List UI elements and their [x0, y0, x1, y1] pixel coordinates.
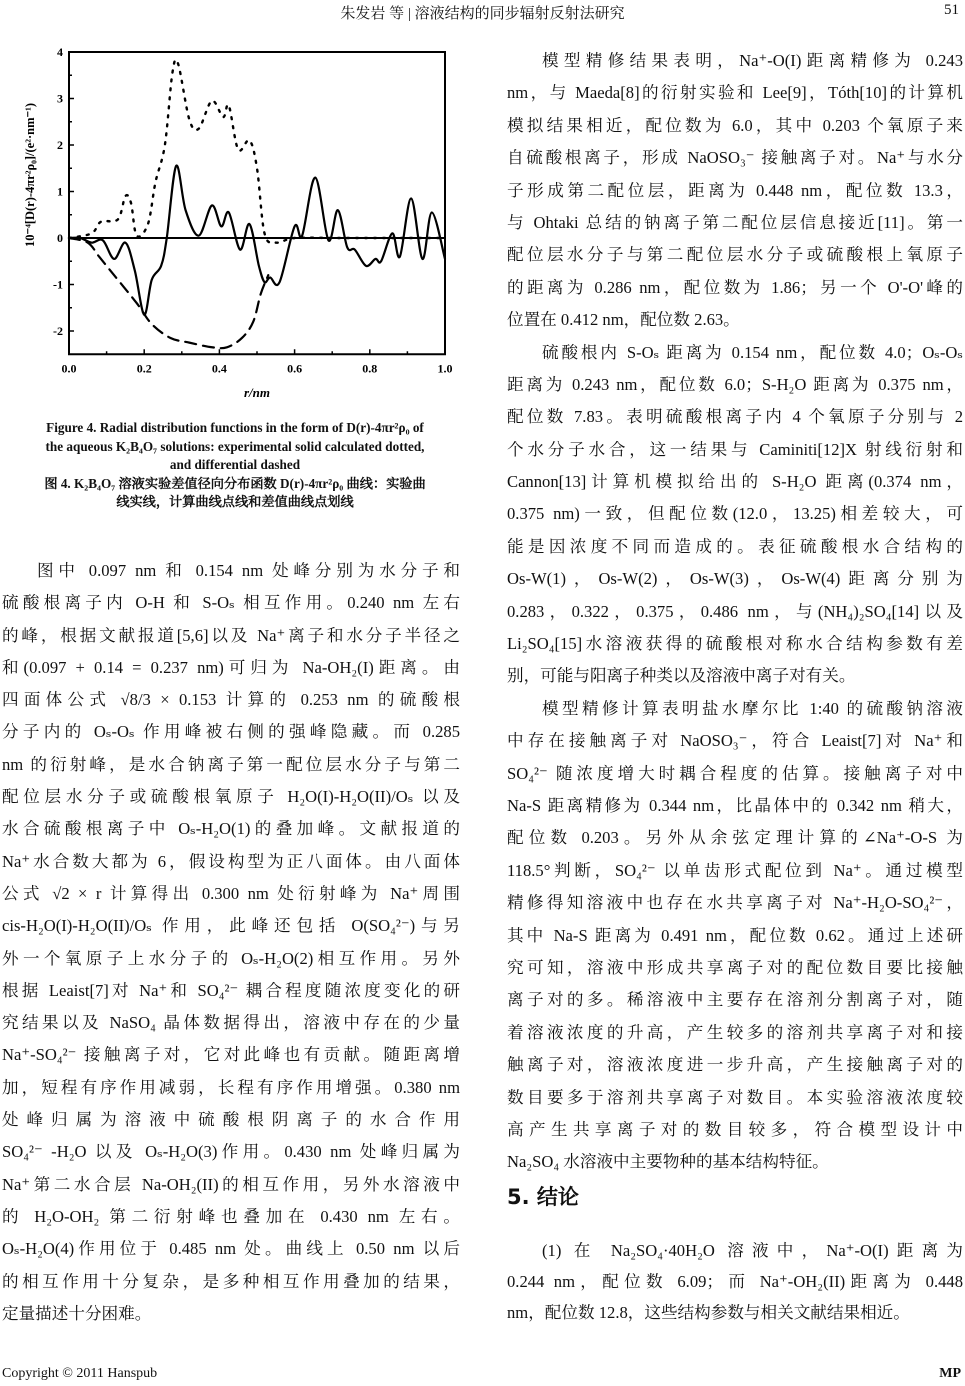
section-heading-conclusion: 5. 结论	[507, 1185, 579, 1209]
page-number: 51	[944, 2, 959, 18]
text-line: SO₄²⁻ -H₂O 以及 Oₛ-H₂O(3)作用。0.430 nm 处峰归属为	[2, 1142, 460, 1162]
y-tick-label: 3	[57, 91, 63, 106]
text-line: 模型精修计算表明盐水摩尔比 1:40 的硫酸钠溶液	[542, 698, 963, 718]
series-experimental-line	[69, 166, 445, 315]
paragraph	[507, 45, 963, 337]
left-column-text	[2, 555, 460, 1330]
text-line: 究结果以及 NaSO₄ 晶体数据得出，溶液中存在的少量	[2, 1013, 460, 1033]
text-line: 根据 Leaist[7]对 Na⁺和 SO₄²⁻ 耦合程度随浓度变化的研	[2, 980, 460, 1000]
text-line: 硫酸根离子内 O-H 和 S-Oₛ 相互作用。0.240 nm 左右	[2, 593, 460, 613]
text-line: 中存在接触离子对 NaOSO₃⁻，符合 Leaist[7]对 Na⁺和	[507, 731, 963, 751]
figure-caption	[0, 419, 470, 512]
series-differential-line	[69, 238, 268, 348]
text-line: 硫酸根内 S-Oₛ 距离为 0.154 nm，配位数 4.0；Oₛ-Oₛ	[542, 342, 963, 362]
x-tick-label: 0.8	[362, 361, 378, 376]
text-line: (1) 在 Na₂SO₄·40H₂O 溶液中，Na⁺-O(I)距离为	[542, 1241, 963, 1260]
text-line: 数目要多于溶剂共享离子对数目。本实验溶液浓度较	[507, 1087, 963, 1107]
text-line: Oₛ-H₂O(4)作用位于 0.485 nm 处。曲线上 0.50 nm 以后	[2, 1239, 460, 1259]
text-line: 模拟结果相近，配位数为 6.0，其中 0.203 个氧原子来	[507, 115, 963, 135]
text-line: nm，配位数 12.8，这些结构参数与相关文献结果相近。	[507, 1303, 910, 1322]
x-tick-label: 0.4	[211, 361, 227, 376]
y-tick-label: -2	[53, 324, 63, 338]
text-line: 的相互作用十分复杂，是多种相互作用叠加的结果，	[2, 1271, 460, 1291]
text-line: 0.375 nm)一致，但配位数(12.0，13.25)相差较大，可	[507, 504, 963, 524]
text-line: 位置在 0.412 nm，配位数 2.63。	[507, 310, 740, 330]
text-line: Na₂SO₄ 水溶液中主要物种的基本结构特征。	[507, 1152, 829, 1172]
text-line: 的峰，根据文献报道[5,6]以及 Na⁺离子和水分子半径之	[2, 625, 460, 645]
text-line: SO₄²⁻ 随浓度增大时耦合程度的估算。接触离子对中	[507, 763, 963, 783]
text-line: Na⁺-SO₄²⁻ 接触离子对，它对此峰也有贡献。随距离增	[2, 1045, 460, 1065]
y-tick-label: -1	[53, 277, 63, 292]
text-line: 的 H₂O-OH₂ 第二衍射峰也叠加在 0.430 nm 左右。	[2, 1206, 460, 1226]
text-line: 高产生共享离子对的数目较多，符合模型设计中	[507, 1119, 963, 1139]
text-line: 加，短程有序作用减弱，长程有序作用增强。0.380 nm	[2, 1077, 460, 1097]
text-line: 配位数 7.83。表明硫酸根离子内 4 个氧原子分别与 2	[507, 407, 963, 427]
caption-line: 线实线，计算曲线点线和差值曲线点划线	[116, 494, 354, 510]
text-line: 0.283，0.322，0.375，0.486 nm，与(NH₄)₂SO₄[14]以及	[507, 601, 963, 621]
caption-line: Figure 4. Radial distribution functions in the form of D(r)-4πr²ρ₀ of	[46, 420, 424, 435]
text-line: 0.244 nm，配位数 6.09；而 Na⁺-OH₂(II)距离为 0.448	[507, 1272, 963, 1291]
text-line: 个水分子水合，这一结果与 Caminiti[12]X 射线衍射和	[507, 439, 963, 459]
text-line: 与 Ohtaki 总结的钠离子第二配位层信息接近[11]。第一	[507, 212, 963, 232]
y-tick-label: 0	[57, 231, 63, 245]
y-tick-label: 2	[57, 138, 63, 152]
journal-abbrev: MP	[939, 1366, 961, 1381]
text-line: 别，可能与阳离子种类以及溶液中离子对有关。	[507, 666, 856, 686]
x-tick-label: 0.0	[61, 361, 77, 376]
x-tick-label: 0.2	[136, 361, 152, 376]
text-line: 处峰归属为溶液中硫酸根阴离子的水合作用	[2, 1110, 460, 1130]
text-line: 着溶液浓度的升高，产生较多的溶剂共享离子对和接	[507, 1022, 963, 1042]
text-line: nm，与 Maeda[8]的衍射实验和 Lee[9]，Tóth[10]的计算机	[507, 83, 963, 103]
text-line: 配位层水分子或硫酸根氧原子 H₂O(I)-H₂O(II)/Oₛ 以及	[2, 787, 460, 807]
copyright-text: Copyright © 2011 Hanspub	[2, 1366, 158, 1381]
text-line: 外一个氧原子上水分子的 Oₛ-H₂O(2)相互作用。另外	[2, 948, 460, 968]
text-line: 118.5°判断，SO₄²⁻ 以单齿形式配位到 Na⁺。通过模型	[507, 860, 963, 880]
text-line: Na⁺水合数大都为 6，假设构型为正八面体。由八面体	[2, 851, 460, 871]
rdf-chart	[0, 0, 470, 405]
text-line: 自硫酸根离子，形成 NaOSO₃⁻ 接触离子对。Na⁺与水分	[507, 148, 963, 168]
text-line: 其中 Na-S 距离为 0.491 nm，配位数 0.62。通过上述研	[507, 925, 963, 945]
text-line: Cannon[13]计算机模拟给出的 S-H₂O 距离(0.374 nm，	[507, 472, 963, 492]
text-line: Na-S 距离精修为 0.344 nm，比晶体中的 0.342 nm 稍大，	[507, 795, 963, 815]
text-line: 公式 √2 × r 计算得出 0.300 nm 处衍射峰为 Na⁺周围	[2, 883, 460, 903]
text-line: 的距离为 0.286 nm，配位数为 1.86；另一个 O'-O'峰的	[507, 277, 963, 297]
paragraph	[507, 693, 963, 1179]
y-tick-label: 4	[57, 45, 63, 59]
running-title: 朱发岩 等 | 溶液结构的同步辐射反射法研究	[340, 6, 625, 22]
x-tick-label: 1.0	[437, 361, 453, 376]
text-line: Na⁺第二水合层 Na-OH₂(II)的相互作用，另外水溶液中	[2, 1174, 460, 1194]
text-line: 配位数 0.203。另外从余弦定理计算的∠Na⁺-O-S 为	[507, 828, 963, 848]
y-tick-label: 1	[57, 184, 63, 199]
paragraph	[2, 555, 460, 1330]
text-line: 触离子对，溶液浓度进一步升高，产生接触离子对的	[507, 1055, 963, 1075]
text-line: 图中 0.097 nm 和 0.154 nm 处峰分别为水分子和	[37, 561, 460, 580]
series-calculated-line	[69, 60, 445, 243]
text-line: 精修得知溶液中也存在水共享离子对 Na⁺-H₂O-SO₄²⁻，	[507, 893, 963, 913]
text-line: 四面体公式 √8/3 × 0.153 计算的 0.253 nm 的硫酸根	[2, 690, 460, 710]
paragraph	[507, 1235, 963, 1328]
caption-line: and differential dashed	[169, 457, 301, 473]
text-line: 究可知，溶液中形成共享离子对的配位数目要比接触	[507, 957, 963, 977]
text-line: 模型精修结果表明，Na⁺-O(I)距离精修为 0.243	[542, 51, 963, 70]
caption-line: the aqueous K₂B₄O₇ solutions: experimental solid calculated dotted,	[45, 438, 425, 454]
text-line: 和(0.097 + 0.14 = 0.237 nm)可归为 Na-OH₂(I)距离。由	[2, 657, 460, 677]
x-axis-label: r/nm	[243, 385, 271, 400]
text-line: 配位层水分子与第二配位层水分子或硫酸根上氧原子	[507, 245, 963, 265]
x-tick-label: 0.6	[287, 361, 303, 376]
text-line: cis-H₂O(I)-H₂O(II)/Oₛ 作用，此峰还包括 O(SO₄²⁻)与另	[2, 916, 460, 936]
text-line: 子形成第二配位层，距离为 0.448 nm，配位数 13.3，	[507, 180, 963, 200]
text-line: 能是因浓度不同而造成的。表征硫酸根水合结构的	[507, 536, 963, 556]
text-line: 分子内的 Oₛ-Oₛ 作用峰被右侧的强峰隐藏。而 0.285	[2, 722, 460, 742]
right-column-text	[507, 45, 963, 1179]
y-axis-label: 10⁻⁴[D(r)-4πr²ρ₀]/(e²·nm⁻¹)	[23, 102, 37, 248]
text-line: 水合硫酸根离子中 Oₛ-H₂O(1)的叠加峰。文献报道的	[2, 819, 460, 839]
text-line: nm 的衍射峰，是水合钠离子第一配位层水分子与第二	[2, 754, 460, 774]
conclusion-text	[507, 1235, 963, 1328]
paragraph	[507, 337, 963, 693]
text-line: 距离为 0.243 nm，配位数 6.0；S-H₂O 距离为 0.375 nm，	[507, 374, 963, 394]
caption-line: 图 4. K₂B₄O₇ 溶液实验差值径向分布函数 D(r)-4πr²ρ₀ 曲线：实验曲	[44, 475, 426, 491]
text-line: Os-W(1)，Os-W(2)，Os-W(3)，Os-W(4)距离分别为	[507, 569, 963, 589]
text-line: 定量描述十分困难。	[2, 1303, 152, 1323]
text-line: 离子对的多。稀溶液中主要存在溶剂分割离子对，随	[507, 990, 963, 1010]
text-line: Li₂SO₄[15]水溶液获得的硫酸根对称水合结构参数有差	[507, 634, 963, 654]
